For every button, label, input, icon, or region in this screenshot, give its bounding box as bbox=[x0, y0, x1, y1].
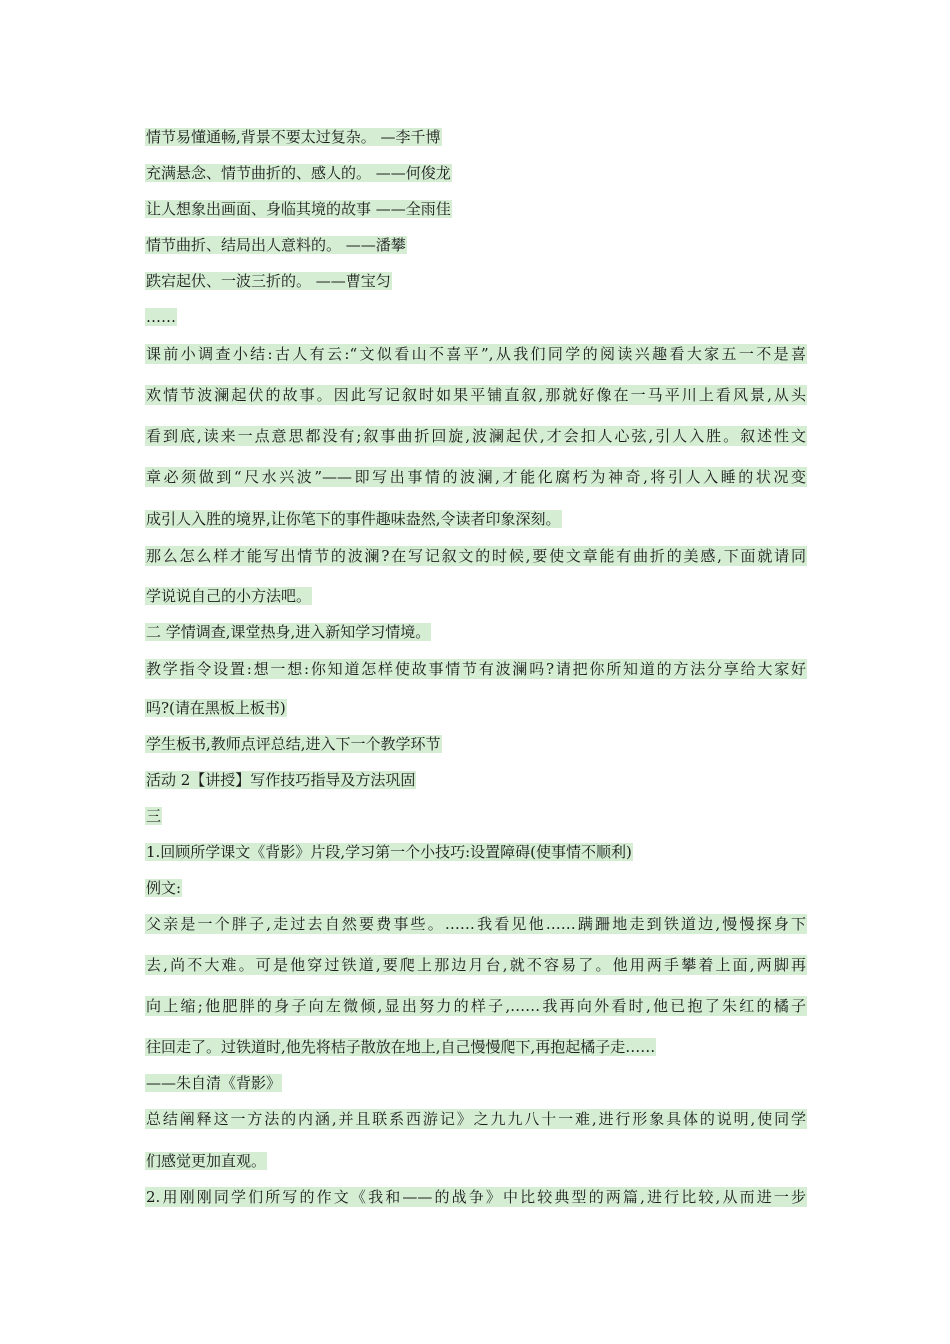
survey-quote-3: 让人想象出画面、身临其境的故事 ——全雨佳 bbox=[146, 200, 451, 218]
example-passage-line-2: 去,尚不大难。可是他穿过铁道,要爬上那边月台,就不容易了。他用两手攀着上面,两脚再 bbox=[146, 956, 806, 974]
technique-two-line: 2.用刚刚同学们所写的作文《我和——的战争》中比较典型的两篇,进行比较,从而进一步 bbox=[146, 1188, 806, 1206]
instruction-line-1: 教学指令设置:想一想:你知道怎样使故事情节有波澜吗?请把你所知道的方法分享给大家好 bbox=[146, 660, 806, 678]
example-passage-line-3: 向上缩;他肥胖的身子向左微倾,显出努力的样子,……我再向外看时,他已抱了朱红的橘子 bbox=[146, 997, 806, 1015]
ellipsis-line: …… bbox=[146, 308, 176, 326]
explanation-line-1: 总结阐释这一方法的内涵,并且联系西游记》之九九八十一难,进行形象具体的说明,使同学 bbox=[146, 1110, 806, 1128]
example-attribution: ——朱自清《背影》 bbox=[146, 1074, 282, 1092]
summary-paragraph-line-3: 看到底,读来一点意思都没有;叙事曲折回旋,波澜起伏,才会扣人心弦,引人入胜。叙述性文 bbox=[146, 427, 806, 445]
technique-one-heading: 1.回顾所学课文《背影》片段,学习第一个小技巧:设置障碍(使事情不顺利) bbox=[146, 843, 632, 861]
example-label: 例文: bbox=[146, 879, 182, 897]
summary-paragraph-line-1: 课前小调查小结:古人有云:“文似看山不喜平”,从我们同学的阅读兴趣看大家五一不是喜 bbox=[146, 345, 806, 363]
question-paragraph-line-1: 那么怎么样才能写出情节的波澜?在写记叙文的时候,要使文章能有曲折的美感,下面就请同 bbox=[146, 547, 806, 565]
explanation-line-2: 们感觉更加直观。 bbox=[146, 1152, 267, 1170]
survey-quote-5: 跌宕起伏、一波三折的。 ——曹宝匀 bbox=[146, 272, 391, 290]
summary-paragraph-line-5: 成引人入胜的境界,让你笔下的事件趣味盎然,令读者印象深刻。 bbox=[146, 510, 561, 528]
board-writing-line: 学生板书,教师点评总结,进入下一个教学环节 bbox=[146, 735, 441, 753]
activity-two-heading: 活动 2【讲授】写作技巧指导及方法巩固 bbox=[146, 771, 416, 789]
survey-quote-2: 充满悬念、情节曲折的、感人的。 ——何俊龙 bbox=[146, 164, 451, 182]
section-two-heading: 二 学情调查,课堂热身,进入新知学习情境。 bbox=[146, 623, 431, 641]
survey-quote-4: 情节曲折、结局出人意料的。 ——潘攀 bbox=[146, 236, 406, 254]
example-passage-line-1: 父亲是一个胖子,走过去自然要费事些。……我看见他……蹒跚地走到铁道边,慢慢探身下 bbox=[146, 915, 806, 933]
summary-paragraph-line-4: 章必须做到“尺水兴波”——即写出事情的波澜,才能化腐朽为神奇,将引人入睡的状况变 bbox=[146, 468, 806, 486]
instruction-line-2: 吗?(请在黑板上板书) bbox=[146, 699, 286, 717]
section-three-heading: 三 bbox=[146, 807, 162, 825]
survey-quote-1: 情节易懂通畅,背景不要太过复杂。 —李千博 bbox=[146, 128, 441, 146]
example-passage-line-4: 往回走了。过铁道时,他先将桔子散放在地上,自己慢慢爬下,再抱起橘子走…… bbox=[146, 1038, 656, 1056]
question-paragraph-line-2: 学说说自己的小方法吧。 bbox=[146, 587, 312, 605]
summary-paragraph-line-2: 欢情节波澜起伏的故事。因此写记叙时如果平铺直叙,那就好像在一马平川上看风景,从头 bbox=[146, 386, 806, 404]
